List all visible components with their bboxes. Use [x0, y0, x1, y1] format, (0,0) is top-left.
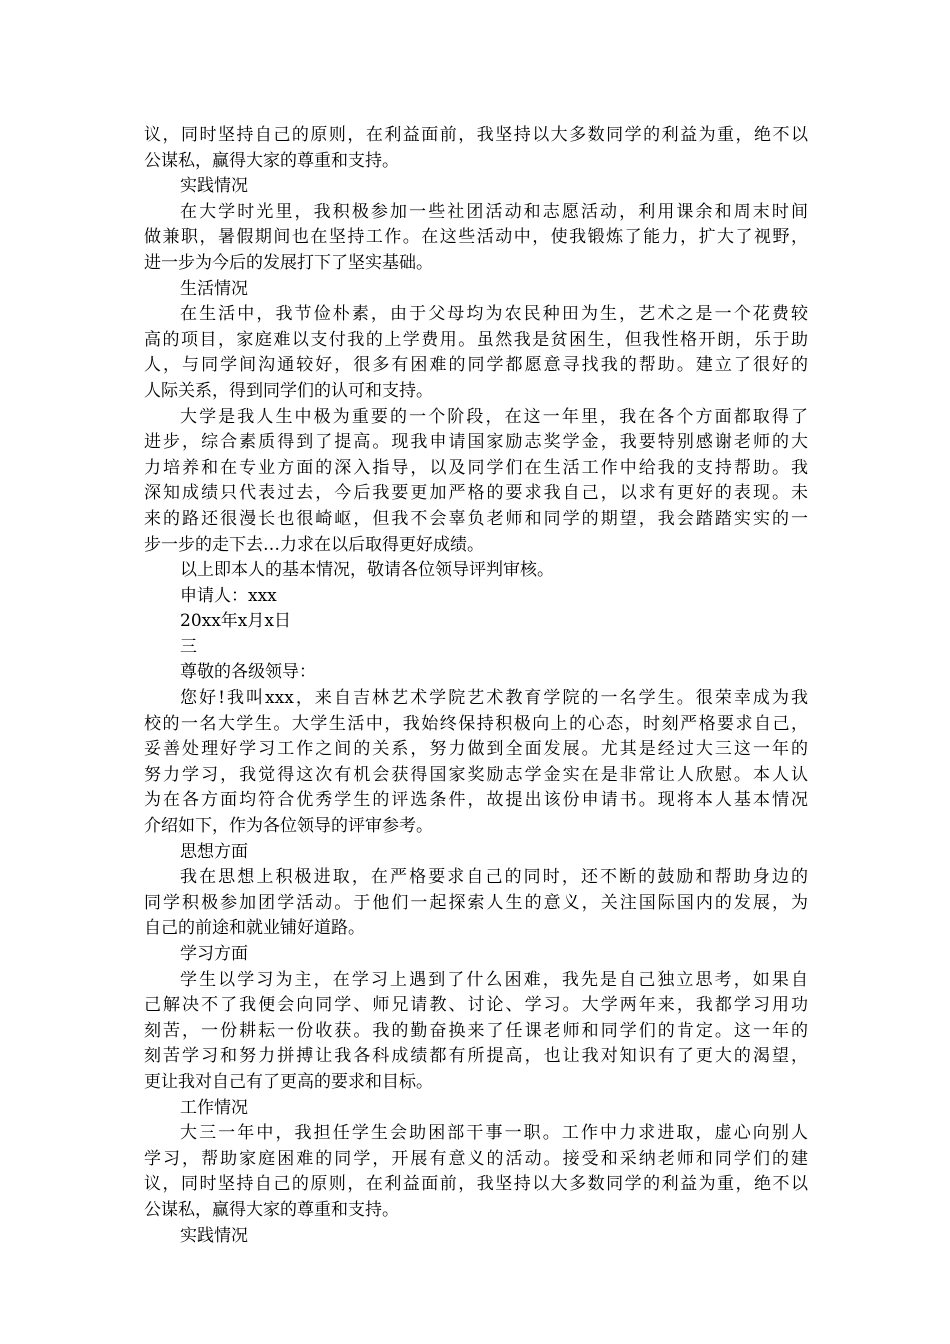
- text-line: 刻苦，一份耕耘一份收获。我的勤奋换来了任课老师和同学们的肯定。这一年的: [144, 1020, 808, 1041]
- text-line: 公谋私，赢得大家的尊重和支持。: [144, 150, 399, 171]
- text-line: 人际关系，得到同学们的认可和支持。: [144, 380, 433, 401]
- text-line: 努力学习，我觉得这次有机会获得国家奖励志学金实在是非常让人欣慰。本人认: [144, 764, 808, 785]
- text-line: 深知成绩只代表过去，今后我要更加严格的要求我自己，以求有更好的表现。未: [144, 483, 808, 504]
- text-line: 您好!我叫xxx，来自吉林艺术学院艺术教育学院的一名学生。很荣幸成为我: [180, 688, 808, 709]
- text-line: 以上即本人的基本情况，敬请各位领导评判审核。: [180, 560, 554, 581]
- text-line: 介绍如下，作为各位领导的评审参考。: [144, 816, 433, 837]
- text-line: 己解决不了我便会向同学、师兄请教、讨论、学习。大学两年来，我都学习用功: [144, 995, 808, 1016]
- text-line: 三: [180, 636, 197, 657]
- text-line: 学习，帮助家庭困难的同学，开展有意义的活动。接受和采纳老师和同学们的建: [144, 1148, 808, 1169]
- text-line: 进步，综合素质得到了提高。现我申请国家励志奖学金，我要特别感谢老师的大: [144, 432, 808, 453]
- text-line: 实践情况: [180, 1225, 248, 1246]
- text-line: 更让我对自己有了更高的要求和目标。: [144, 1071, 433, 1092]
- text-line: 申请人：xxx: [180, 585, 277, 606]
- text-line: 20xx年x月x日: [180, 611, 291, 632]
- text-line: 大三一年中，我担任学生会助困部干事一职。工作中力求进取，虚心向别人: [180, 1123, 808, 1144]
- text-line: 人，与同学间沟通较好，很多有困难的同学都愿意寻找我的帮助。建立了很好的: [144, 355, 808, 376]
- text-line: 进一步为今后的发展打下了坚实基础。: [144, 252, 433, 273]
- text-line: 校的一名大学生。大学生活中，我始终保持积极向上的心态，时刻严格要求自己，: [144, 713, 808, 734]
- text-line: 高的项目，家庭难以支付我的上学费用。虽然我是贫困生，但我性格开朗，乐于助: [144, 329, 808, 350]
- text-line: 步一步的走下去…力求在以后取得更好成绩。: [144, 534, 484, 555]
- text-line: 工作情况: [180, 1097, 248, 1118]
- text-line: 议，同时坚持自己的原则，在利益面前，我坚持以大多数同学的利益为重，绝不以: [144, 125, 808, 145]
- text-line: 做兼职，暑假期间也在坚持工作。在这些活动中，使我锻炼了能力，扩大了视野，: [144, 227, 808, 248]
- text-line: 妥善处理好学习工作之间的关系，努力做到全面发展。尤其是经过大三这一年的: [144, 739, 808, 760]
- text-line: 在大学时光里，我积极参加一些社团活动和志愿活动，利用课余和周末时间: [180, 201, 808, 222]
- text-line: 生活情况: [180, 278, 248, 299]
- text-line: 为在各方面均符合优秀学生的评选条件，故提出该份申请书。现将本人基本情况: [144, 790, 808, 811]
- text-line: 力培养和在专业方面的深入指导，以及同学们在生活工作中给我的支持帮助。我: [144, 457, 808, 478]
- text-line: 实践情况: [180, 176, 248, 197]
- text-line: 我在思想上积极进取，在严格要求自己的同时，还不断的鼓励和帮助身边的: [180, 867, 808, 888]
- text-line: 公谋私，赢得大家的尊重和支持。: [144, 1199, 399, 1220]
- text-line: 刻苦学习和努力拼搏让我各科成绩都有所提高，也让我对知识有了更大的渴望，: [144, 1046, 808, 1067]
- text-line: 在生活中，我节俭朴素，由于父母均为农民种田为生，艺术之是一个花费较: [180, 304, 808, 325]
- text-line: 尊敬的各级领导：: [180, 662, 316, 683]
- text-line: 自己的前途和就业铺好道路。: [144, 918, 365, 939]
- text-line: 学习方面: [180, 944, 248, 964]
- text-line: 议，同时坚持自己的原则，在利益面前，我坚持以大多数同学的利益为重，绝不以: [144, 1174, 808, 1195]
- text-line: 来的路还很漫长也很崎岖，但我不会辜负老师和同学的期望，我会踏踏实实的一: [144, 508, 808, 529]
- text-line: 大学是我人生中极为重要的一个阶段，在这一年里，我在各个方面都取得了: [180, 406, 808, 427]
- text-line: 学生以学习为主，在学习上遇到了什么困难，我先是自己独立思考，如果自: [180, 969, 808, 990]
- text-line: 同学积极参加团学活动。于他们一起探索人生的意义，关注国际国内的发展，为: [144, 892, 808, 913]
- text-line: 思想方面: [180, 841, 248, 862]
- document-body: [144, 123, 808, 1249]
